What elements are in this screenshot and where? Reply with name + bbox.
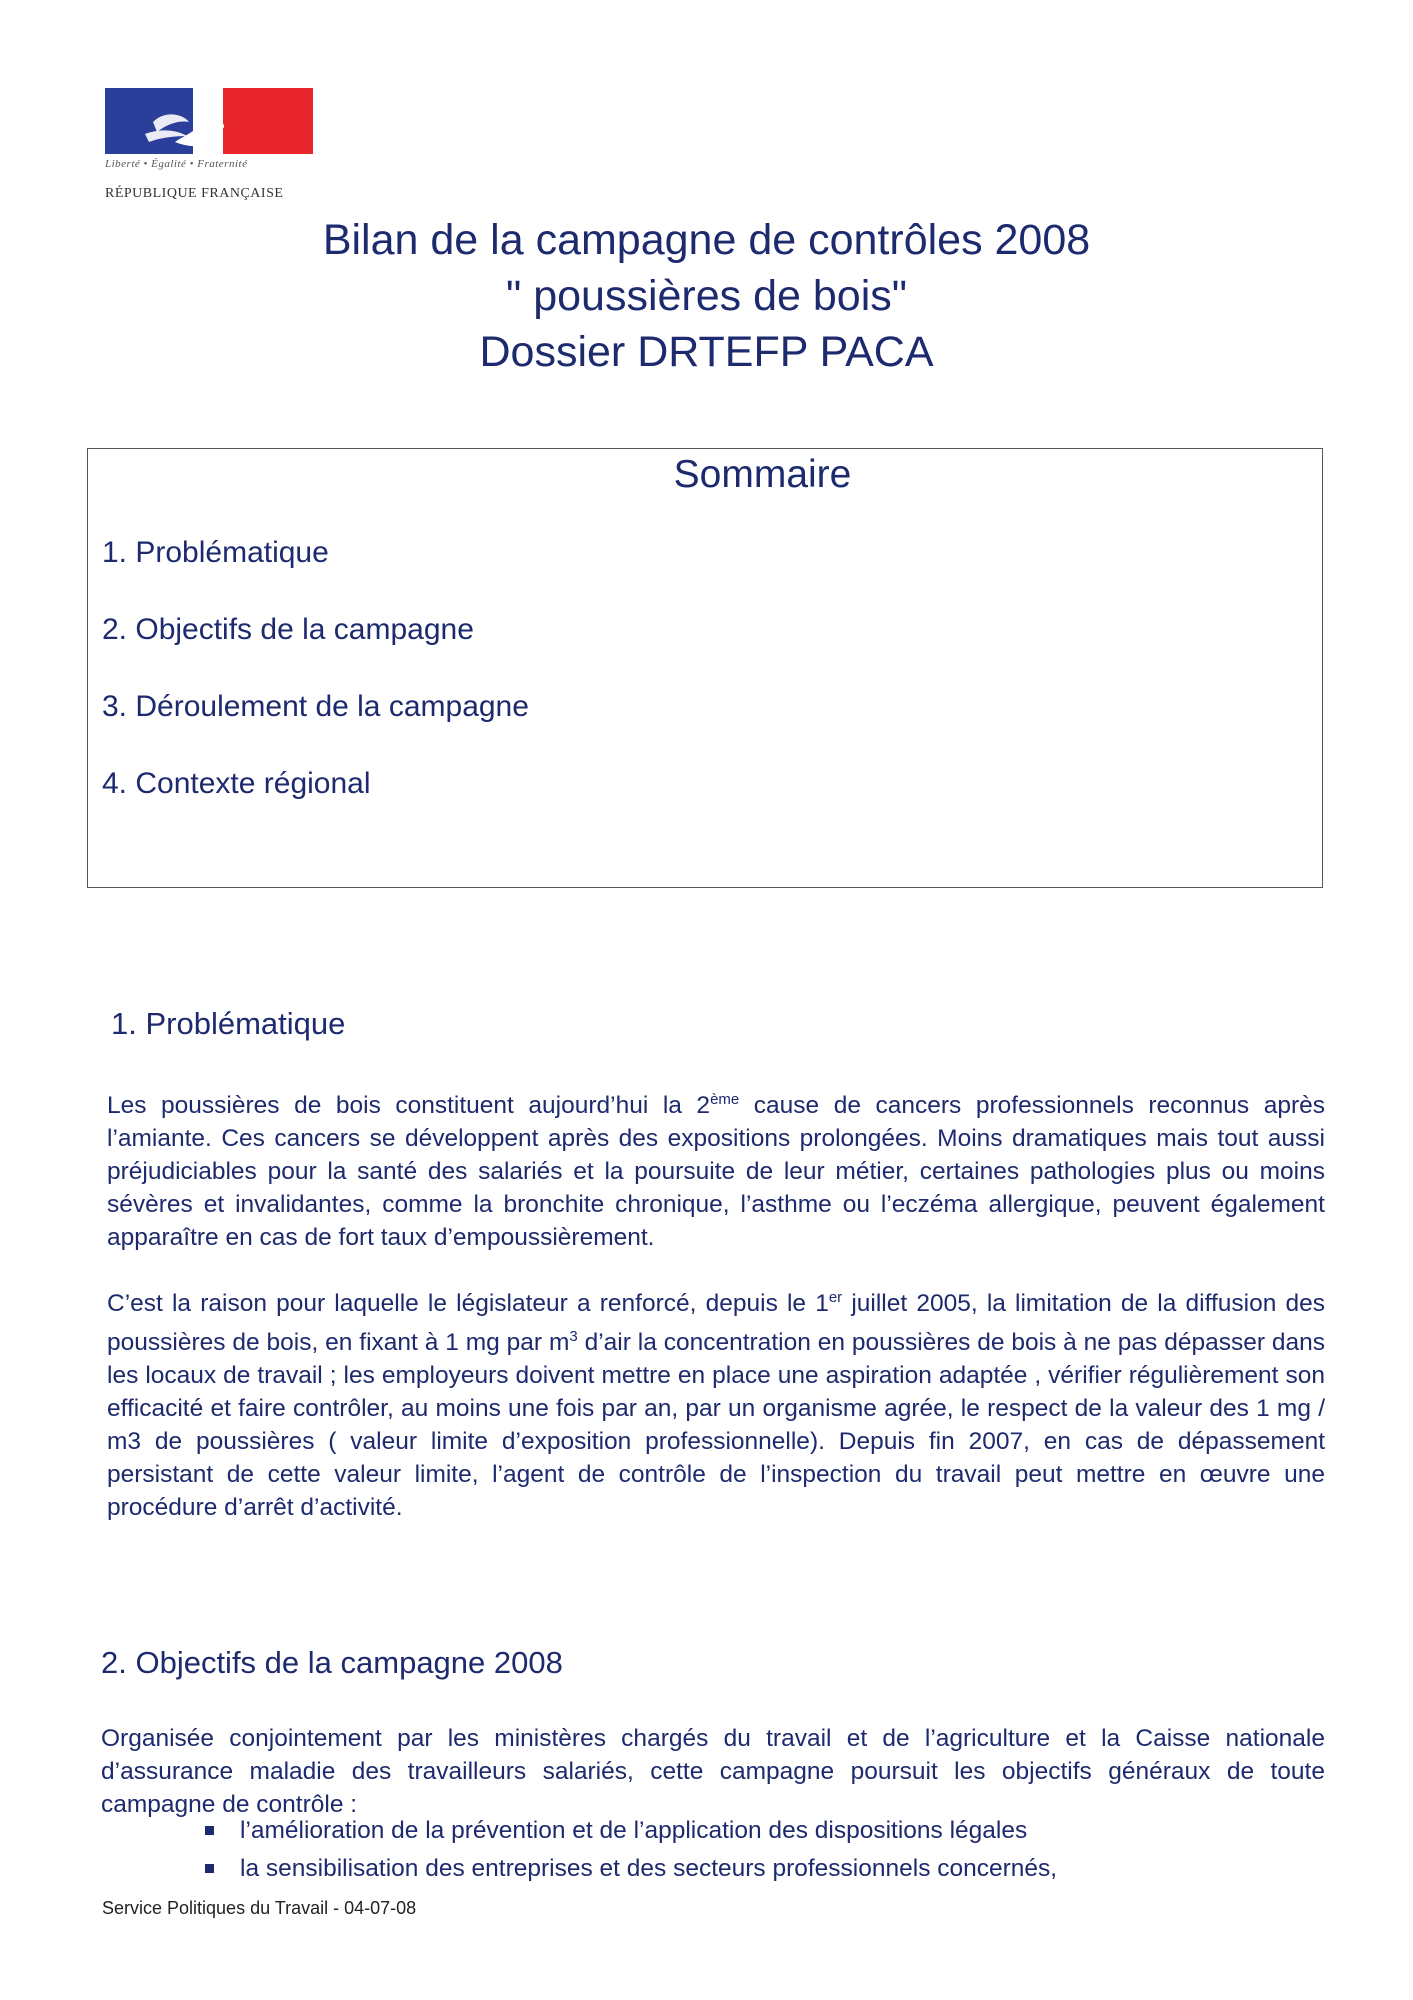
logo-republic: RÉPUBLIQUE FRANÇAISE [105, 186, 284, 201]
summary-item: 3. Déroulement de la campagne [102, 690, 529, 723]
summary-list [102, 535, 529, 843]
title-line-2: " poussières de bois" [505, 272, 908, 320]
superscript: ème [710, 1091, 740, 1108]
bullet-item: l’amélioration de la prévention et de l’application des dispositions légales [200, 1812, 1057, 1850]
text-span: C’est la raison pour laquelle le législateur a renforcé, depuis le 1 [107, 1290, 829, 1318]
section-2-heading: 2. Objectifs de la campagne 2008 [101, 1645, 563, 1680]
page-footer: Service Politiques du Travail - 04-07-08 [102, 1898, 417, 1918]
section-2-paragraph: Organisée conjointement par les ministères chargés du travail et de l’agriculture et la Caisse nationale d’assurance maladie des travailleurs salariés, cette campagne poursuit les objectifs généraux de toute campagne de contrôle : [101, 1725, 1325, 1818]
section-1-paragraph-2 [107, 1281, 1325, 1524]
summary-item: 2. Objectifs de la campagne [102, 613, 474, 646]
summary-item: 1. Problématique [102, 536, 329, 569]
superscript: 3 [569, 1328, 578, 1346]
superscript: er [828, 1289, 843, 1306]
text-span: cause de cancers professionnels reconnus après l’amiante. Ces cancers se développent après des expositions prolongées. Moins dramatiques mais tout aussi préjudiciables pour la santé des salariés et la poursuite de leur métier, certaines pathologies plus ou moins sévères et invalidantes, comme la bronchite chronique, l’asthme ou l’eczéma allergique, peuvent également apparaître en cas de fort taux d’empoussièrement. [107, 1092, 1325, 1252]
text-span: juillet 2005, la limitation de la diffusion des poussières de bois, en fixant à 1 mg par m [107, 1290, 1325, 1357]
text-span: Les poussières de bois constituent aujourd’hui la 2 [107, 1092, 711, 1120]
section-2-bullet-list [200, 1812, 1057, 1888]
logo-motto: Liberté • Égalité • Fraternité [105, 158, 248, 170]
summary-item: 4. Contexte régional [102, 767, 371, 800]
bullet-item: la sensibilisation des entreprises et des secteurs professionnels concernés, [200, 1850, 1057, 1888]
summary-heading: Sommaire [673, 453, 852, 496]
text-span: d’air la concentration en poussières de bois à ne pas dépasser dans les locaux de travail ; les employeurs doivent mettre en place une aspiration adaptée , vérifier régulièrement son efficacité et faire contrôler, au moins une fois par an, par un organisme agrée, le respect de la valeur des 1 mg / m3 de poussières ( valeur limite d’exposition professionnelle). Depuis fin 2007, en cas de dépassement persistant de cette valeur limite, l’agent de contrôle de l’inspection du travail peut mettre en œuvre une procédure d’arrêt d’activité. [107, 1329, 1325, 1522]
section-1-paragraph-1 [107, 1083, 1325, 1254]
republique-francaise-logo [105, 88, 315, 206]
title-line-1: Bilan de la campagne de contrôles 2008 [322, 216, 1091, 264]
title-line-3: Dossier DRTEFP PACA [479, 328, 934, 376]
section-1-heading: 1. Problématique [111, 1006, 346, 1041]
document-title [0, 212, 1413, 380]
marianne-flag-icon [105, 88, 313, 154]
summary-box [87, 448, 1323, 888]
